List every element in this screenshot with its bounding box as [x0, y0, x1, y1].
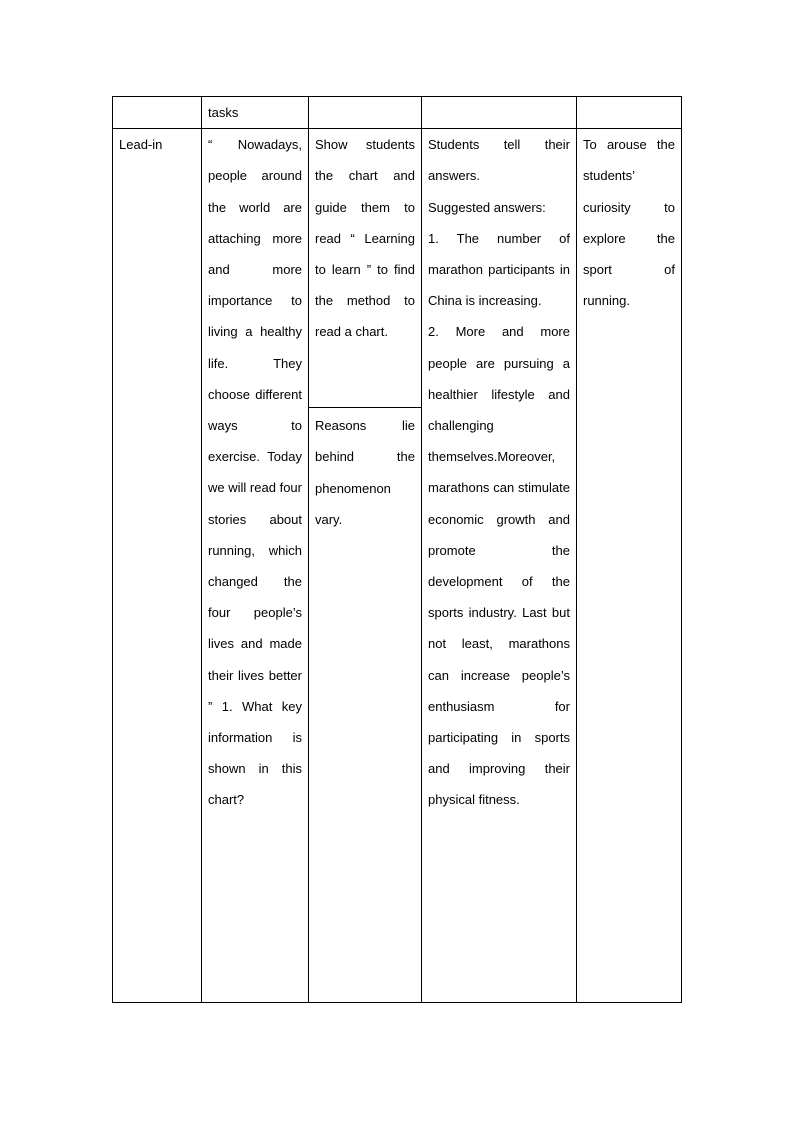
- stage-label: Lead-in: [119, 137, 163, 153]
- header-cell-stage: [113, 97, 202, 129]
- student-activity-intro: Students tell their answers.: [428, 137, 570, 184]
- lesson-plan-page: [112, 96, 681, 1003]
- header-cell-teacher: [309, 97, 422, 129]
- teacher-activity-2-text: Reasons lie behind the phenomenon vary.: [315, 418, 415, 527]
- teacher-activity-cell: [309, 129, 422, 1003]
- stage-cell: [113, 129, 202, 1003]
- purpose-text: To arouse the students’ curiosity to explore the sport of running.: [583, 137, 675, 309]
- header-cell-tasks: tasks: [202, 97, 309, 129]
- student-answer-1: 1. The number of marathon participants in China is increasing.: [428, 230, 570, 309]
- table-row: [113, 97, 682, 129]
- table-row: [113, 129, 682, 1003]
- tasks-text: “ Nowadays, people around the world are attaching more and more importance to living a healthy life. They choose different ways to exercise. Today we will read four stories about running, which changed the four people’s lives and made their lives better ” 1. What key information is shown in this chart?: [208, 137, 302, 808]
- teacher-activity-part-2: [309, 408, 421, 535]
- student-answer-2: 2. More and more people are pursuing a healthier lifestyle and challenging themselves.Moreover, marathons can stimulate economic growth and promote the development of the sports industry. Last but not least, marathons can increase people’s enthusiasm for participating in sports and improving their physical fitness.: [428, 324, 570, 808]
- header-cell-students: [422, 97, 577, 129]
- teacher-activity-part-1: [309, 129, 421, 408]
- lesson-plan-table: [112, 96, 682, 1003]
- tasks-cell: [202, 129, 309, 1003]
- header-cell-purpose: [577, 97, 682, 129]
- student-activity-cell: [422, 129, 577, 1003]
- student-activity-label: Suggested answers:: [428, 199, 546, 215]
- purpose-cell: [577, 129, 682, 1003]
- teacher-activity-1-text: Show students the chart and guide them to read “ Learning to learn ” to find the method to read a chart.: [315, 137, 415, 340]
